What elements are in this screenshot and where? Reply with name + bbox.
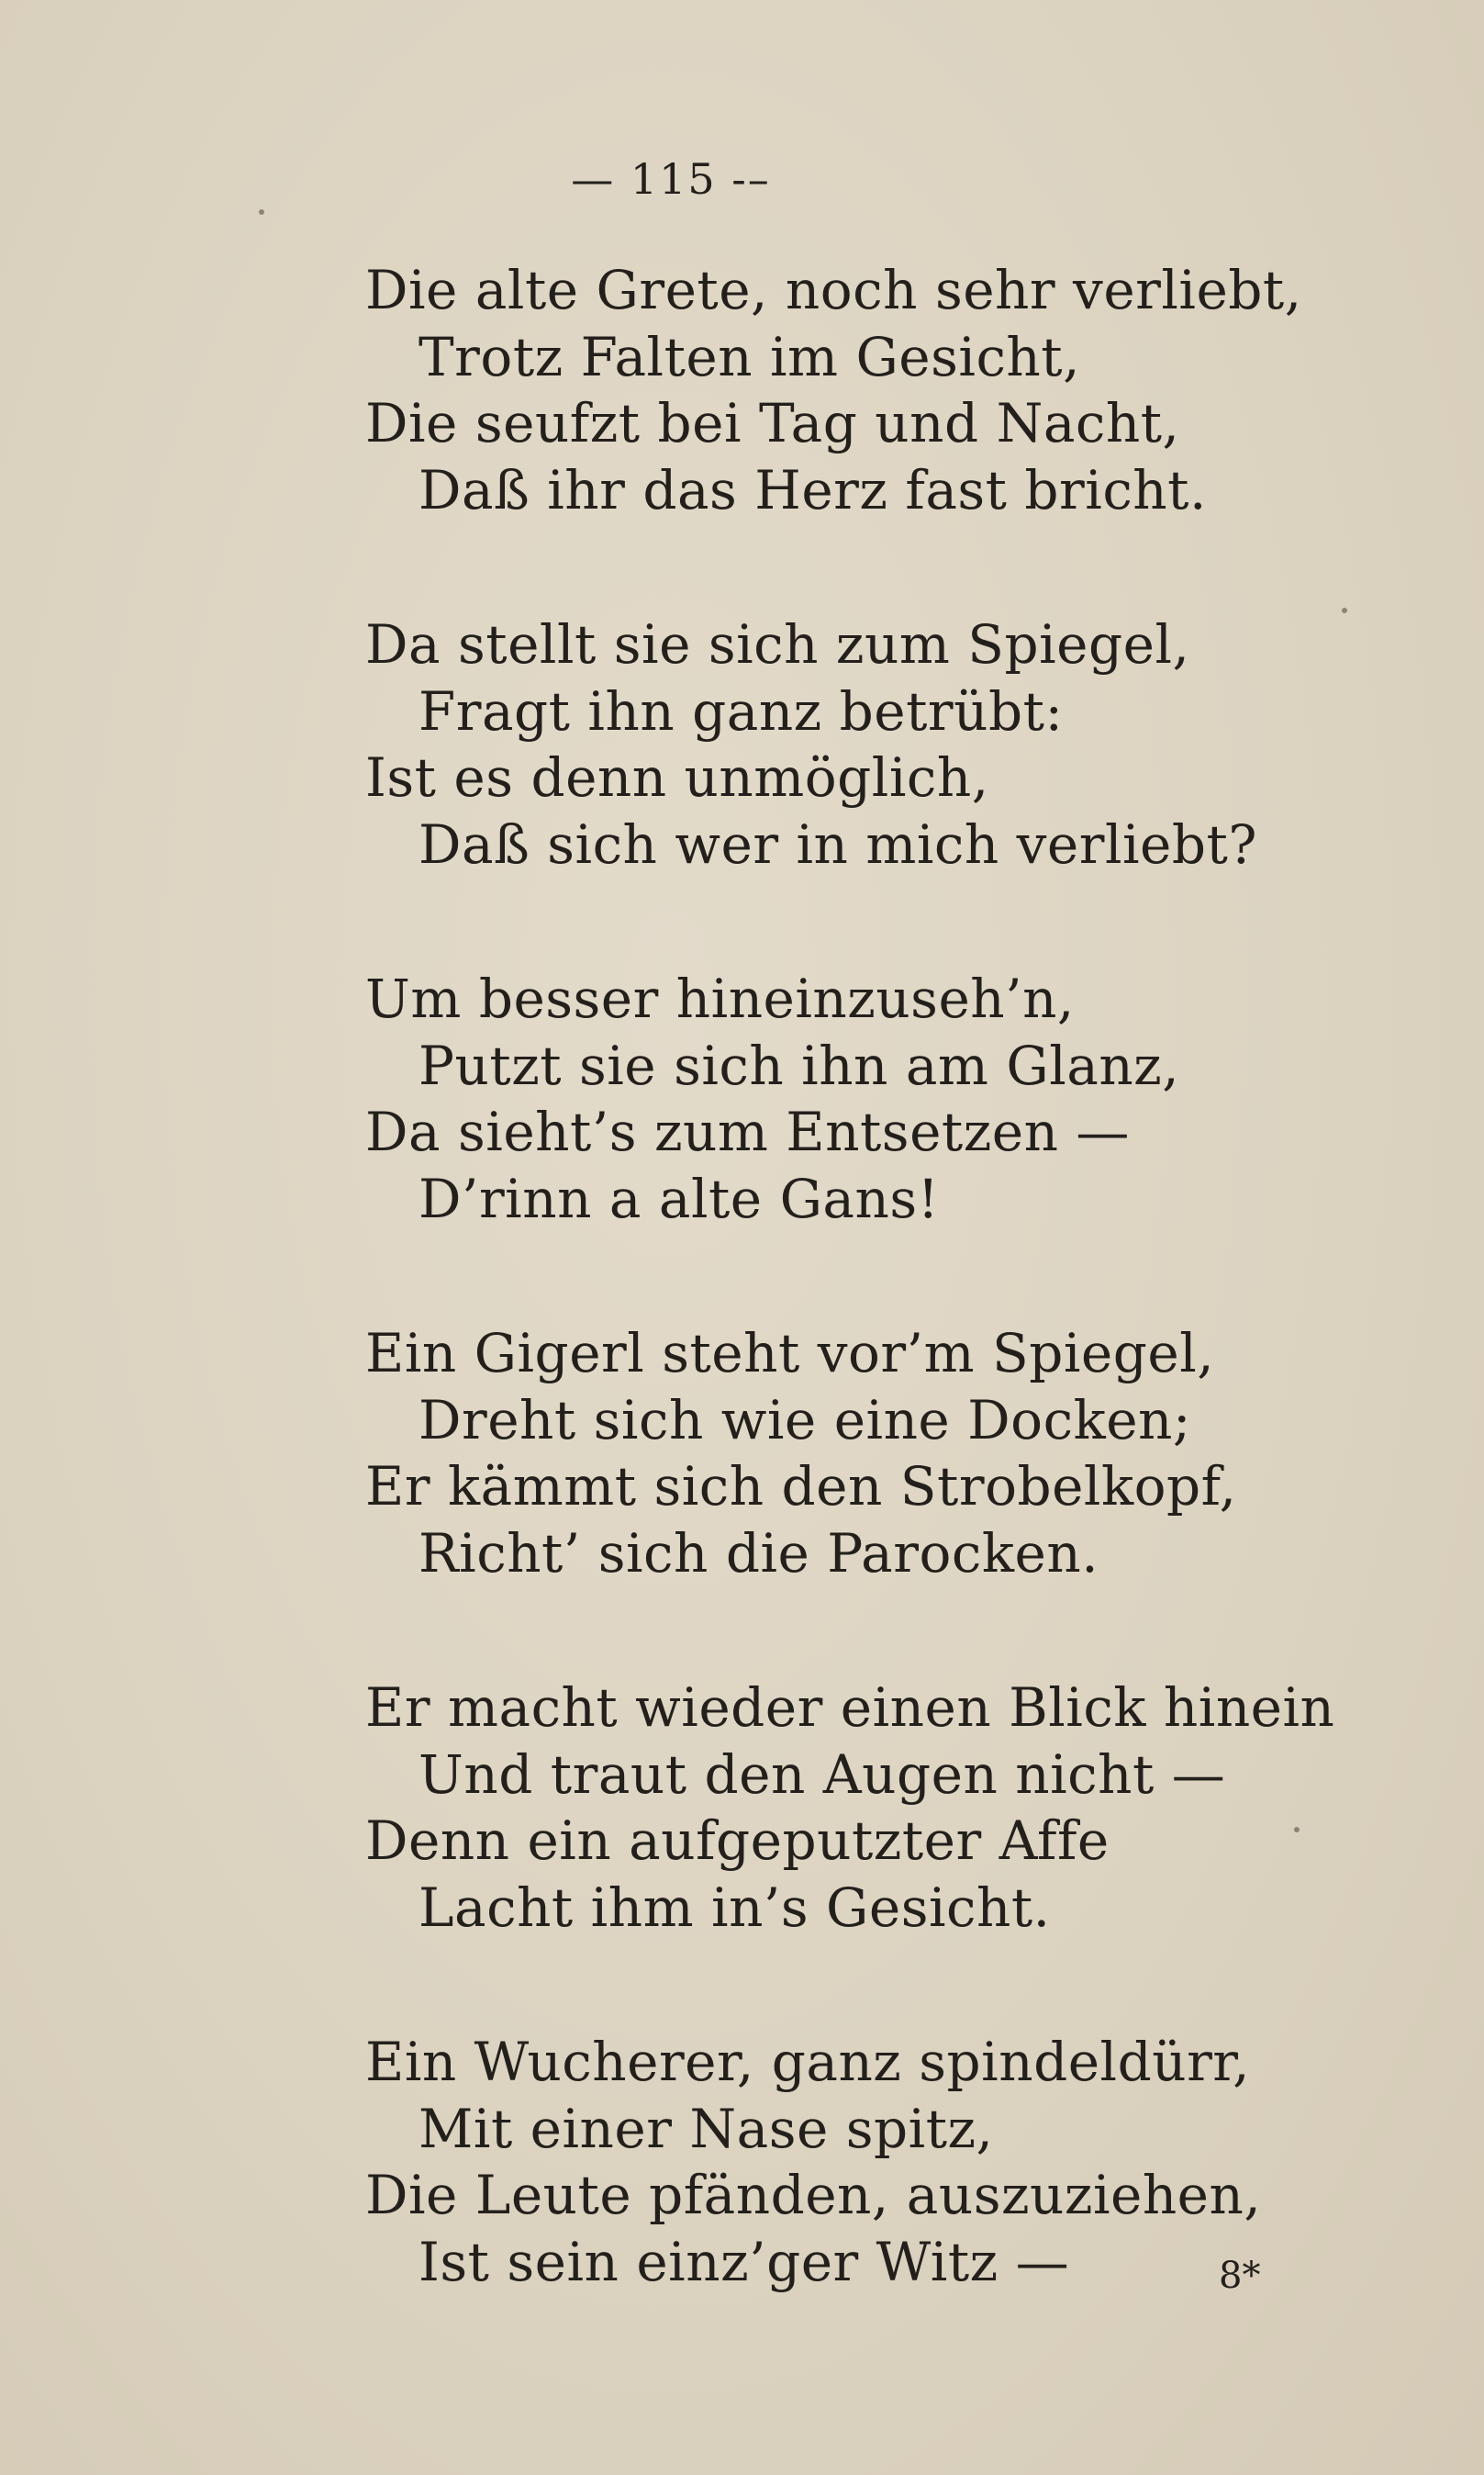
poem-line: Die Leute pfänden, auszuziehen, — [365, 2164, 1262, 2226]
poem-line: Um besser hineinzuseh’n, — [365, 968, 1075, 1030]
paper-speck — [259, 209, 264, 215]
poem-line: Richt’ sich die Parocken. — [418, 1521, 1099, 1585]
poem-line: Mit einer Nase spitz, — [418, 2097, 994, 2160]
poem-line: Putzt sie sich ihn am Glanz, — [418, 1034, 1180, 1097]
paper-speck — [1294, 1827, 1300, 1832]
poem — [365, 257, 1335, 2383]
poem-line: Denn ein aufgeputzter Affe — [365, 1809, 1110, 1872]
poem-line: Er kämmt sich den Strobelkopf, — [365, 1455, 1237, 1517]
paper-speck — [1342, 608, 1347, 613]
poem-line: D’rinn a alte Gans! — [418, 1167, 940, 1230]
page-number: — 115 -– — [571, 154, 771, 204]
poem-line: Da stellt sie sich zum Spiegel, — [365, 613, 1190, 676]
stanza-2 — [365, 611, 1283, 878]
poem-line: Dreht sich wie eine Docken; — [418, 1388, 1191, 1451]
poem-line: Ist es denn unmöglich, — [365, 746, 989, 809]
poem-line: Da sieht’s zum Entsetzen — — [365, 1101, 1130, 1163]
stanza-6 — [365, 2029, 1283, 2295]
poem-line: Und traut den Augen nicht — — [418, 1742, 1226, 1806]
stanza-4 — [365, 1320, 1283, 1586]
poem-line: Ist sein einz’ger Witz — — [418, 2230, 1070, 2293]
poem-line: Ein Gigerl steht vor’m Spiegel, — [365, 1322, 1215, 1384]
poem-line: Die seufzt bei Tag und Nacht, — [365, 392, 1180, 454]
poem-line: Daß sich wer in mich verliebt? — [418, 812, 1257, 876]
poem-line: Daß ihr das Herz fast bricht. — [418, 458, 1207, 521]
poem-line: Er macht wieder einen Blick hinein — [365, 1676, 1335, 1739]
poem-line: Ein Wucherer, ganz spindeldürr, — [365, 2031, 1251, 2093]
stanza-1 — [365, 257, 1302, 523]
signature-mark: 8* — [1219, 2255, 1261, 2297]
stanza-3 — [365, 966, 1283, 1232]
poem-line: Fragt ihn ganz betrübt: — [418, 679, 1064, 743]
poem-line: Die alte Grete, noch sehr verliebt, — [365, 259, 1302, 321]
poem-line: Trotz Falten im Gesicht, — [418, 325, 1081, 388]
stanza-5 — [365, 1674, 1335, 1941]
poem-line: Lacht ihm in’s Gesicht. — [418, 1876, 1051, 1939]
